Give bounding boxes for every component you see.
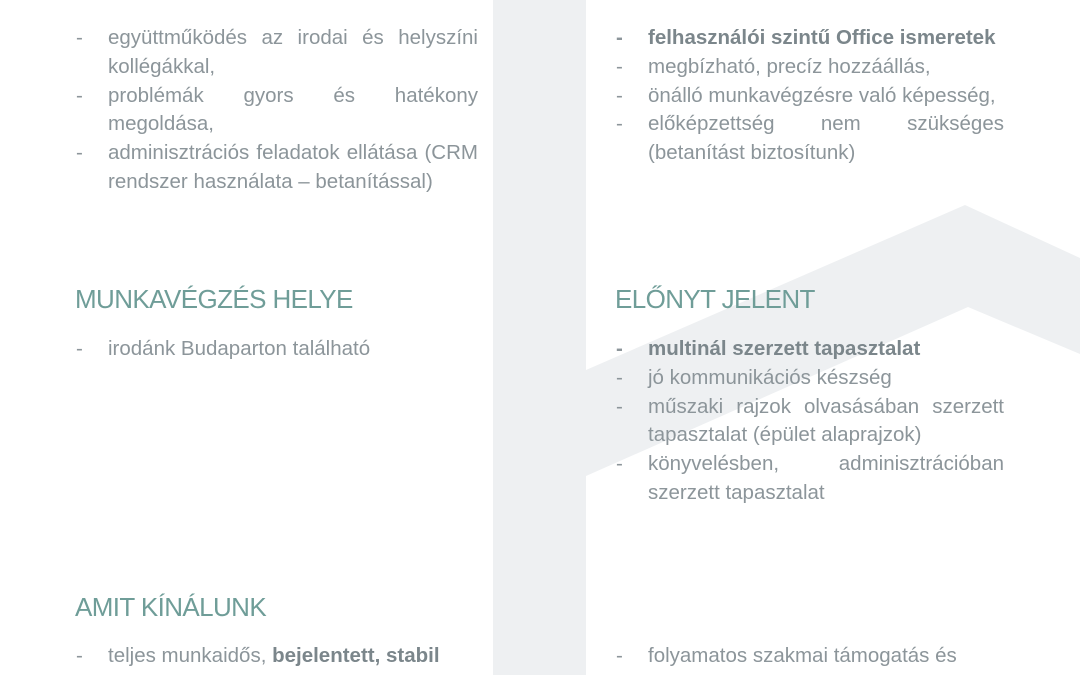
list-item: - könyvelésben, adminisztrációban szerzett tapasztalat [616, 450, 1004, 508]
offer-list-left [76, 642, 478, 671]
offer-list-right [616, 642, 1004, 671]
list-item: - műszaki rajzok olvasásában szerzett tapasztalat (épület alaprajzok) [616, 393, 1004, 451]
work-location-list [76, 335, 478, 364]
offer-heading: AMIT KÍNÁLUNK [75, 592, 267, 622]
offer-text-regular: teljes munkaidős, [108, 644, 273, 667]
vertical-stripe-shape [493, 0, 586, 675]
advantages-heading: ELŐNYT JELENT [615, 284, 815, 314]
work-location-heading: MUNKAVÉGZÉS HELYE [75, 284, 353, 314]
list-item: - megbízható, precíz hozzáállás, [616, 53, 1004, 82]
list-item: - jó kommunikációs készség [616, 364, 1004, 393]
responsibilities-list-continued [76, 24, 478, 197]
list-item: - folyamatos szakmai támogatás és [616, 642, 1004, 671]
list-item [76, 642, 478, 671]
offer-text-bold: bejelentett, stabil [272, 644, 440, 667]
list-item: - adminisztrációs feladatok ellátása (CRM rendszer használata – betanítással) [76, 139, 478, 197]
list-item: - problémák gyors és hatékony megoldása, [76, 82, 478, 140]
list-item: - együttműködés az irodai és helyszíni kollégákkal, [76, 24, 478, 82]
list-item: - felhasználói szintű Office ismeretek [616, 24, 1004, 53]
list-item: - előképzettség nem szükséges (betanítást biztosítunk) [616, 110, 1004, 168]
list-item: - multinál szerzett tapasztalat [616, 335, 1004, 364]
requirements-list-continued [616, 24, 1004, 168]
list-item: - irodánk Budaparton található [76, 335, 478, 364]
advantages-list [616, 335, 1004, 508]
list-item: - önálló munkavégzésre való képesség, [616, 82, 1004, 111]
